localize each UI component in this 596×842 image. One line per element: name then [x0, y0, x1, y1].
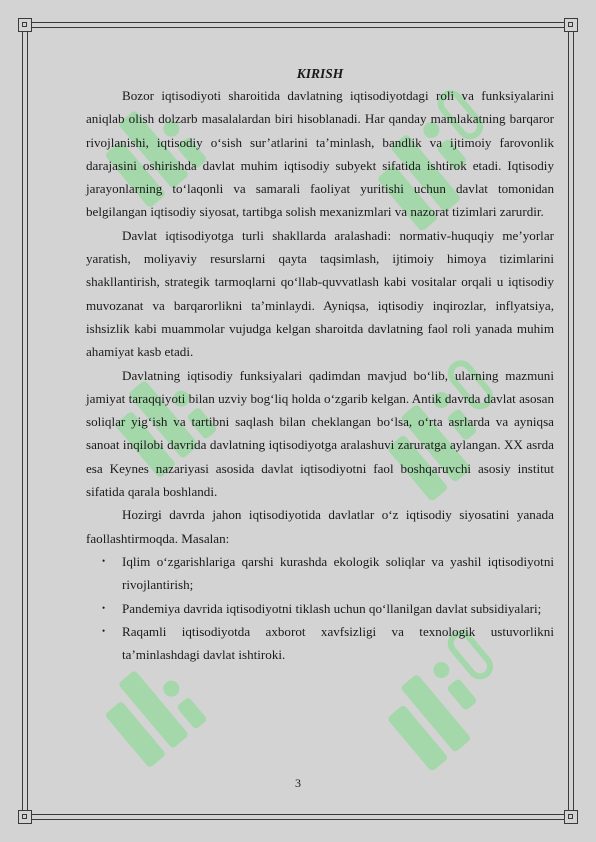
corner-ornament-top-left [18, 18, 32, 32]
bullet-icon: • [102, 555, 106, 566]
bullet-icon: • [102, 625, 106, 636]
section-title: KIRISH [296, 66, 344, 81]
list-item-text: Raqamli iqtisodiyotda axborot xavfsizligi va texnologik ustuvorlikni ta’minlashdagi davlat ishtiroki. [122, 623, 554, 663]
list-item [86, 597, 554, 620]
list-item-text: Pandemiya davrida iqtisodiyotni tiklash uchun qo‘llanilgan davlat subsidiyalari; [122, 600, 542, 616]
page-number: 3 [295, 776, 301, 790]
paragraph: Davlatning iqtisodiy funksiyalari qadimdan mavjud bo‘lib, ularning mazmuni jamiyat taraqqiyoti bilan uzviy bog‘liq holda o‘zgarib kelgan. Antik davrda davlat asosan soliqlar yig‘ish va tartibni saqlash bilan cheklangan bo‘lsa, o‘rta asrlarda va ayniqsa sanoat inqilobi davrida davlatning iqtisodiyotga aralashuvi zaruratga aylangan. XX asrda esa Keynes nazariyasi asosida davlat iqtisodiyotni faol boshqaruvchi asosiy institut sifatida qarala boshlandi. [86, 367, 554, 500]
paragraph: Davlat iqtisodiyotga turli shakllarda aralashadi: normativ-huquqiy me’yorlar yaratish, moliyaviy resurslarni qayta taqsimlash, ijtimoiy himoya tizimlarini shakllantirish, strategik tarmoqlarni qo‘llab-quvvatlash kabi vositalar orqali u iqtisodiy muvozanat va barqarorlikni ta’minlaydi. Ayniqsa, iqtisodiy inqirozlar, inflyatsiya, ishsizlik kabi muammolar vujudga kelgan sharoitda davlatning faol roli yanada muhim ahamiyat kasb etadi. [86, 227, 554, 360]
bullet-list [86, 550, 554, 666]
document-body [86, 64, 554, 666]
corner-ornament-top-right [564, 18, 578, 32]
list-item [86, 620, 554, 667]
bullet-icon: • [102, 602, 106, 613]
list-item-text: Iqlim o‘zgarishlariga qarshi kurashda ekologik soliqlar va yashil iqtisodiyotni rivojlantirish; [122, 553, 554, 593]
corner-ornament-bottom-left [18, 810, 32, 824]
corner-ornament-bottom-right [564, 810, 578, 824]
paragraph: Hozirgi davrda jahon iqtisodiyotida davlatlar o‘z iqtisodiy siyosatini yanada faollashtirmoqda. Masalan: [86, 507, 554, 546]
list-item [86, 550, 554, 597]
paragraph: Bozor iqtisodiyoti sharoitida davlatning iqtisodiyotdagi roli va funksiyalarini aniqlab olish dolzarb masalalardan biri hisoblanadi. Har qanday mamlakatning barqaror rivojlanishi, iqtisodiy o‘sish sur’atlarini ta’minlash, bandlik va ijtimoiy farovonlik darajasini oshirishda davlat muhim iqtisodiy subyekt sifatida ishtirok etadi. Iqtisodiy jarayonlarning to‘laqonli va samarali faoliyat yuritishi uchun davlat tomonidan belgilangan iqtisodiy siyosat, tartibga solish mexanizmlari va nazorat tizimlari zarurdir. [86, 88, 554, 220]
